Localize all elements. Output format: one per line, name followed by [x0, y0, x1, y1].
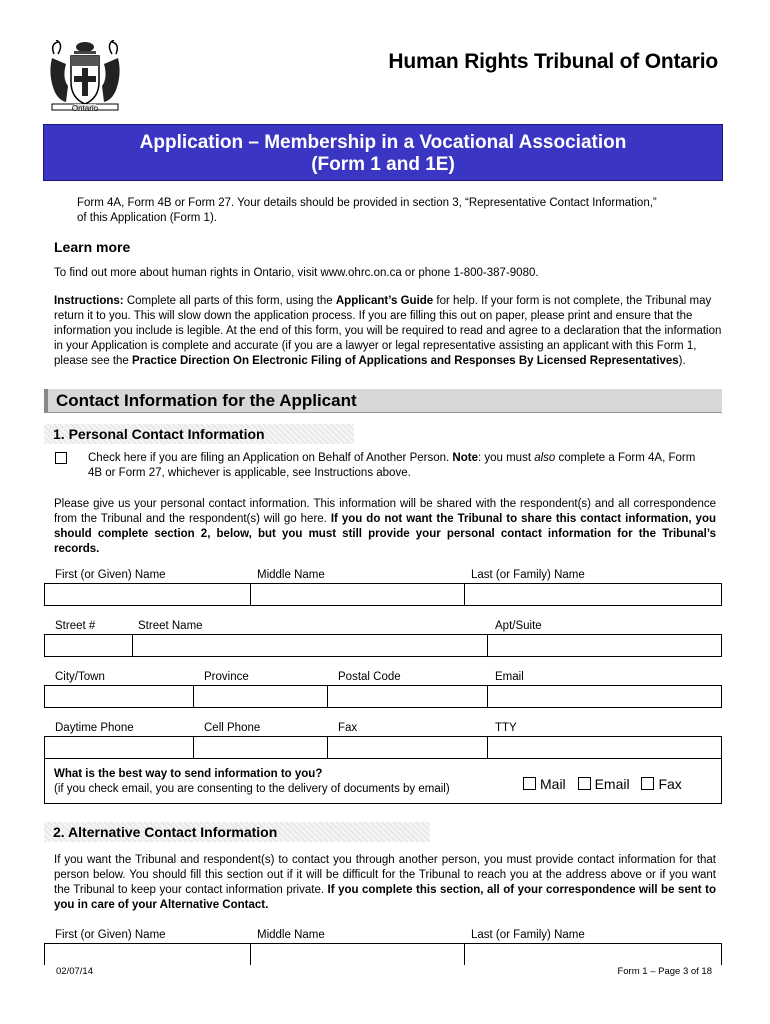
- practice-direction-link[interactable]: Practice Direction On Electronic Filing of Applications and Responses By Licensed Representatives: [132, 355, 679, 367]
- email-option[interactable]: [578, 776, 630, 792]
- contact-preference-options: [523, 776, 690, 792]
- alt-last-name-input[interactable]: [465, 944, 721, 965]
- alternative-part-1: If you want the Tribunal and respondent(s) to contact you through another person, you must provide contact information for that person below. You should fill this section out if it will be difficult for the Tribunal to reach you at the address above or if you want the Tribunal to keep your contact information private.: [54, 854, 716, 896]
- learn-more-heading: Learn more: [54, 239, 131, 255]
- alt-first-name-input[interactable]: [45, 944, 251, 965]
- mail-option-label: Mail: [540, 776, 566, 792]
- middle-name-label: Middle Name: [257, 569, 325, 581]
- applicants-guide-link[interactable]: Applicant’s Guide: [335, 295, 434, 307]
- daytime-phone-input[interactable]: [45, 737, 194, 758]
- cell-phone-label: Cell Phone: [204, 722, 261, 734]
- footer-page-number: Form 1 – Page 3 of 18: [617, 966, 712, 977]
- on-behalf-part-3: complete a Form 4A, Form 4B or Form 27, whichever is applicable, see Instructions above.: [88, 452, 696, 479]
- contact-preference-note: (if you check email, you are consenting to the delivery of documents by email): [54, 783, 450, 795]
- instructions-text: [54, 294, 724, 369]
- learn-more-text: To find out more about human rights in Ontario, visit www.ohrc.on.ca or phone 1-800-387-9080.: [54, 267, 539, 279]
- fax-input[interactable]: [328, 737, 488, 758]
- daytime-phone-label: Daytime Phone: [55, 722, 134, 734]
- mail-option[interactable]: [523, 776, 566, 792]
- city-input[interactable]: [45, 686, 194, 707]
- tty-input[interactable]: [488, 737, 721, 758]
- logo-caption: Ontario: [71, 104, 99, 113]
- contact-preference-box: [44, 758, 722, 804]
- street-number-input[interactable]: [45, 635, 133, 656]
- on-behalf-part-1: Check here if you are filing an Application on Behalf of Another Person.: [88, 452, 453, 464]
- mail-checkbox[interactable]: [523, 777, 536, 790]
- email-checkbox[interactable]: [578, 777, 591, 790]
- share-info-text: [54, 497, 716, 557]
- city-row: [44, 685, 722, 708]
- share-info-part-1: Please give us your personal contact information. This information will be shared with the respondent(s) and all correspondence from the Tribunal and the respondent(s) will go here.: [54, 498, 716, 525]
- first-name-input[interactable]: [45, 584, 251, 605]
- alternative-contact-heading: 2. Alternative Contact Information: [44, 822, 430, 842]
- tty-label: TTY: [495, 722, 517, 734]
- email-option-label: Email: [594, 776, 630, 792]
- email-label: Email: [495, 671, 524, 683]
- intro-text: [77, 196, 727, 226]
- street-number-label: Street #: [55, 620, 96, 632]
- form-title: Application – Membership in a Vocational Association: [139, 132, 627, 153]
- email-input[interactable]: [488, 686, 721, 707]
- province-label: Province: [204, 671, 249, 683]
- fax-option-label: Fax: [658, 776, 682, 792]
- apt-suite-label: Apt/Suite: [495, 620, 542, 632]
- apt-suite-input[interactable]: [488, 635, 721, 656]
- alt-name-row: [44, 943, 722, 965]
- first-name-label: First (or Given) Name: [55, 569, 166, 581]
- section-title-bar: Contact Information for the Applicant: [44, 389, 722, 413]
- footer-date: 02/07/14: [56, 966, 93, 977]
- alt-middle-name-input[interactable]: [251, 944, 465, 965]
- name-row: [44, 583, 722, 606]
- phone-row: [44, 736, 722, 759]
- alt-last-name-label: Last (or Family) Name: [471, 929, 585, 941]
- province-input[interactable]: [194, 686, 328, 707]
- intro-line-2: of this Application (Form 1).: [77, 212, 217, 224]
- instructions-part-3: ).: [678, 355, 686, 367]
- instructions-label: Instructions:: [54, 295, 124, 307]
- city-label: City/Town: [55, 671, 105, 683]
- personal-contact-heading: 1. Personal Contact Information: [44, 424, 354, 444]
- fax-option[interactable]: [641, 776, 681, 792]
- postal-code-label: Postal Code: [338, 671, 401, 683]
- street-name-input[interactable]: [133, 635, 488, 656]
- middle-name-input[interactable]: [251, 584, 465, 605]
- form-number: (Form 1 and 1E): [311, 154, 455, 175]
- note-label: Note: [452, 452, 478, 464]
- intro-line-1: Form 4A, Form 4B or Form 27. Your details should be provided in section 3, “Representative Contact Information,”: [77, 197, 657, 209]
- fax-label: Fax: [338, 722, 358, 734]
- alternative-bold: If you complete this section, all of your correspondence will be sent to you in care of your Alternative Contact.: [54, 884, 716, 911]
- cell-phone-input[interactable]: [194, 737, 328, 758]
- alt-middle-name-label: Middle Name: [257, 929, 325, 941]
- alternative-contact-text: [54, 853, 716, 913]
- form-title-banner: [43, 124, 723, 181]
- on-behalf-part-2: : you must: [477, 452, 535, 464]
- on-behalf-text: [88, 451, 708, 481]
- instructions-part-2: for help. If your form is not complete, the Tribunal may return it to you. This will slow down the application process. If you are filling this out on paper, please print and ensure that the information you include is legible. At the end of this form, you will be required to read and agree to a declaration that the information in your Application is complete and accurate (if you are a lawyer or legal representative assisting an applicant with this Form 1, please see the: [54, 295, 722, 367]
- alt-first-name-label: First (or Given) Name: [55, 929, 166, 941]
- last-name-label: Last (or Family) Name: [471, 569, 585, 581]
- postal-code-input[interactable]: [328, 686, 488, 707]
- last-name-input[interactable]: [465, 584, 721, 605]
- instructions-part-1: Complete all parts of this form, using the: [123, 295, 336, 307]
- also-emphasis: also: [534, 452, 556, 464]
- street-row: [44, 634, 722, 657]
- street-name-label: Street Name: [138, 620, 203, 632]
- fax-checkbox[interactable]: [641, 777, 654, 790]
- share-info-bold: If you do not want the Tribunal to share this contact information, you should complete section 2, below, but you must still provide your personal contact information for the Tribunal’s records.: [54, 513, 716, 555]
- contact-preference-question: What is the best way to send information to you?: [54, 768, 323, 780]
- on-behalf-checkbox[interactable]: [55, 452, 67, 464]
- org-title: Human Rights Tribunal of Ontario: [388, 50, 718, 73]
